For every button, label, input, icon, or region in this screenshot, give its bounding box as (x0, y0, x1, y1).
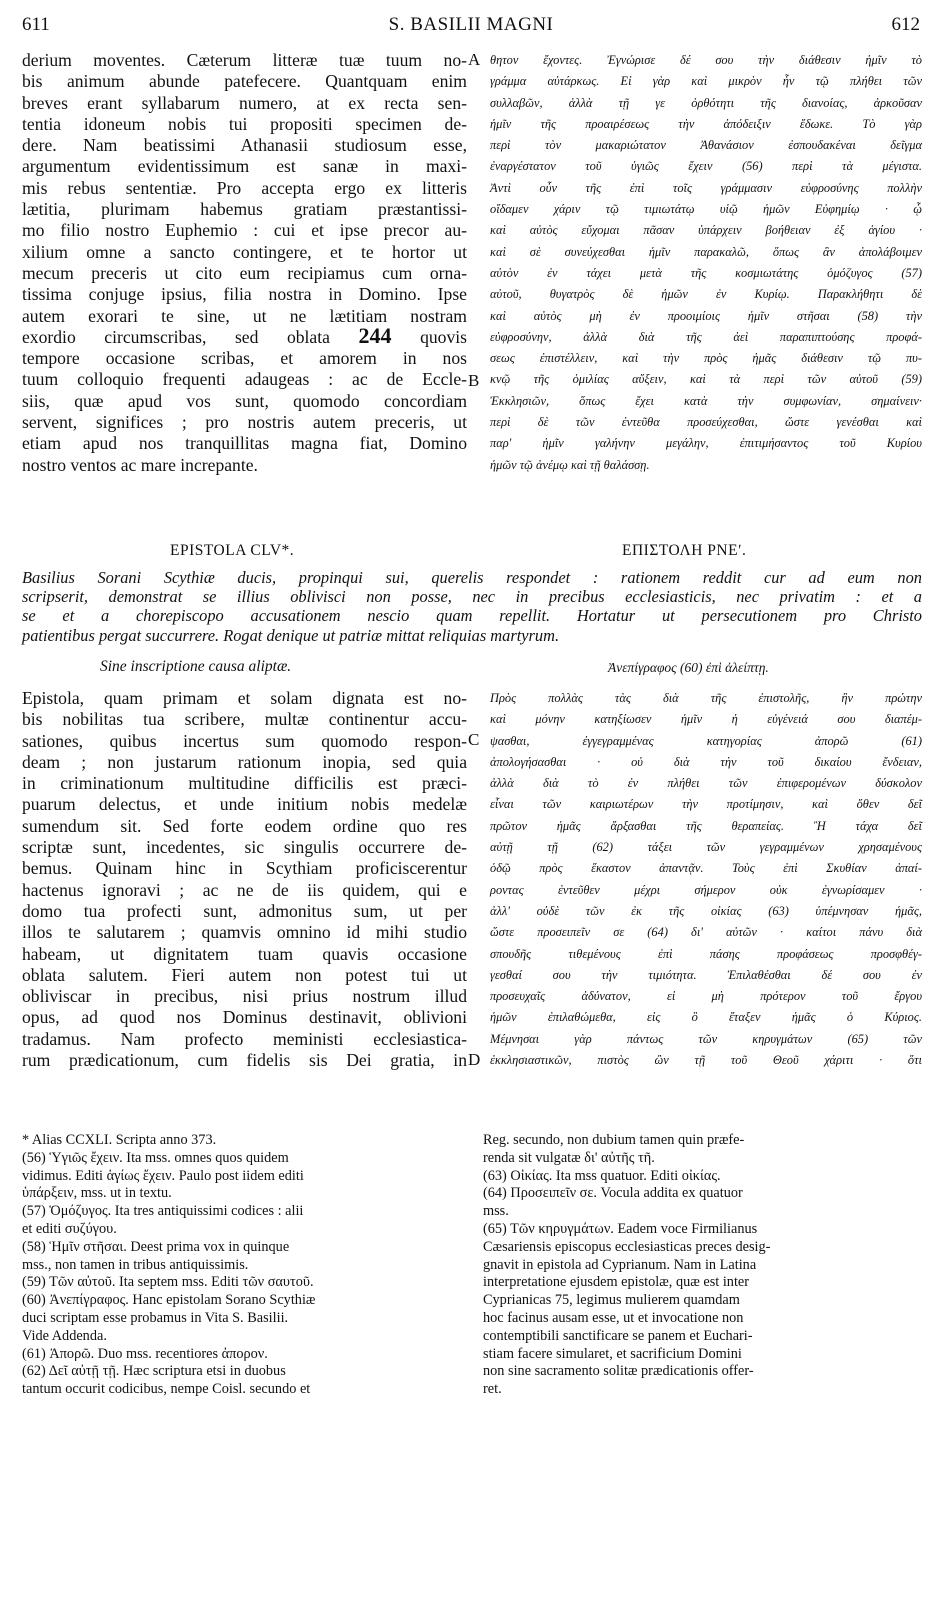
latin-continuation-line: tissima conjuge ipsius, filia nostra in Domino. Ipse (22, 284, 467, 305)
footnote-left-line: tantum occurit codicibus, nempe Coisl. secundo et (22, 1381, 311, 1398)
footnote-left-line: duci scriptam esse probamus in Vita S. Basilii. (22, 1309, 289, 1326)
latin-continuation-line: etiam apud nos tranquillitas magna fiat, Domino (22, 433, 467, 454)
summary-line: patientibus pergat succurrere. Rogat denique ut patriæ mittat reliquias martyrum. (22, 625, 560, 645)
footnote-left-line: (62) Δεῖ αὐτῇ τῇ. Hæc scriptura etsi in duobus (22, 1363, 286, 1380)
margin-marker-b: B (468, 371, 480, 390)
greek-main-line: ἀλλὰ διὰ τὸ ἐν πλήθει τῶν ἐπιφερομένων δύσκολον (490, 776, 922, 791)
footnotes-right (483, 1132, 921, 1399)
greek-continuation-line: σεως ἐπιστέλλειν, καὶ τὴν πρὸς ἡμᾶς διάθεσιν τῷ πυ- (490, 351, 922, 366)
subtitle-greek: Ἀνεπίγραφος (60) ἐπὶ ἀλείπτῃ. (608, 660, 769, 675)
greek-continuation-line: Ἀντὶ οὖν τῆς ἐπὶ τοῖς γράμμασιν εὐφροσύνης πολλὴν (490, 180, 922, 195)
subtitle-latin: Sine inscriptione causa aliptæ. (100, 658, 292, 675)
greek-main-line: ὁδῷ πρὸς ἕκαστον ἀπαντᾷν. Τοὺς ἐπὶ Σκυθίαν ἀπαί- (490, 861, 922, 876)
footnote-right-line: (63) Οἰκίας. Ita mss quatuor. Editi οἰκίας. (483, 1167, 721, 1184)
column-number: 244 (358, 322, 392, 348)
epistola-title-greek: ΕΠΙΣΤΟΛΗ ΡΝΕʹ. (622, 542, 747, 559)
latin-continuation-line: nostro ventos ac mare increpante. (22, 454, 258, 475)
greek-continuation-line: οἴδαμεν χάριν τῷ τιμιωτάτῳ υἱῷ ἡμῶν Εὐφημίῳ · ᾧ (490, 202, 922, 217)
latin-main-line: sationes, quibus incertus sum quomodo respon- (22, 730, 467, 751)
greek-main-text (490, 688, 922, 1071)
footnote-right-line: Cyprianicas 75, legimus mulierem quamdam (483, 1292, 740, 1309)
greek-continuation-line: εὐφροσύνην, ἀλλὰ διὰ τῆς ἀεὶ παραπιπτούσης προφά- (490, 329, 922, 344)
footnote-right-line: gnavit in epistola ad Cyprianum. Nam in Latina (483, 1256, 757, 1273)
greek-main-line: ἐκκλησιαστικῶν, πιστὸς ὢν τῇ τοῦ Θεοῦ χάριτι · ὅτι (490, 1053, 922, 1068)
greek-continuation-line: καὶ αὐτὸς εὔχομαι πᾶσαν ὑπάρχειν βοήθειαν ἐξ ἁγίου · (490, 223, 922, 238)
greek-main-line: ἀλλ' οὐδὲ τῶν ἐκ τῆς οἰκίας (63) ὑπέμνησαν ἡμᾶς, (490, 903, 922, 918)
greek-main-line: προσευχαῖς ἀδύνατον, εἰ μὴ πρότερον τοῦ ἔργου (490, 989, 922, 1004)
latin-main-line: habeam, ut dignitatem tuam quavis occasione (22, 943, 467, 964)
latin-continuation-line: tentia idoneum nobis tui propositi specimen de- (22, 113, 467, 134)
latin-main-line: bemus. Quinam hinc in Scythiam proficiscerentur (22, 858, 467, 879)
greek-main-line: ψασθαι, ἐγγεγραμμένας κατηγορίας ἀπορῶ (61) (490, 733, 922, 748)
latin-continuation-line: derium moventes. Cæterum litteræ tuæ tuum no- (22, 50, 467, 70)
latin-continuation-line: breves erant syllabarum numero, at ex recta sen- (22, 92, 467, 113)
greek-main-line: ἀπολογήσασθαι · οὐ διὰ τὴν τοῦ δικαίου ἔνδειαν, (490, 754, 922, 769)
footnote-right-line: hoc facinus ausam esse, ut et invocatione non (483, 1309, 744, 1326)
footnote-right-line: (64) Προσειπεῖν σε. Vocula addita ex quatuor (483, 1185, 743, 1202)
page-number-left: 611 (22, 14, 50, 35)
latin-main-line: illos te salutarem ; quamvis omnino id mihi studio (22, 922, 467, 943)
latin-main-line: hactenus ignoravi ; ac ne de iis quidem, qui e (22, 879, 467, 900)
latin-continuation-line: autem exorari te sine, ut ne lætitiam nostram (22, 305, 467, 326)
latin-continuation-line: lætitia, plurimam habemus gratiam præstantissi- (22, 199, 467, 220)
latin-main-line: opus, ad quod nos Dominus destinavit, oblivioni (22, 1007, 467, 1028)
latin-continuation-line-tail: quovis (420, 326, 468, 347)
greek-continuation-line: Ἐκκλησιῶν, ὅπως ἔχει κατὰ τὴν συμφωνίαν, σημαίνειν· (490, 393, 922, 408)
footnote-left-line: * Alias CCXLI. Scripta anno 373. (22, 1132, 217, 1148)
greek-continuation-line: γράμμα αὐτάρκως. Εἰ γὰρ καὶ μικρὸν ἦν τῷ πλήθει τῶν (490, 74, 922, 89)
greek-continuation-line: ἡμῶν τῷ ἀνέμῳ καὶ τῇ θαλάσσῃ. (490, 457, 650, 472)
greek-continuation-line: περὶ τὸν μακαριώτατον Ἀθανάσιον ἐσπουδακέναι δεῖγμα (490, 138, 922, 153)
latin-main-line: oblata salutem. Fieri autem non potest tui ut (22, 964, 467, 985)
footnote-right-line: Cæsariensis episcopus ecclesiasticas preces desig- (483, 1238, 771, 1255)
greek-continuation (490, 50, 922, 476)
latin-main-line: tradamus. Nam profecto meministi ecclesiastica- (22, 1028, 467, 1049)
greek-main-line: εἶναι τῶν καιριωτέρων τὴν προτίμησιν, καὶ ὅθεν δεῖ (490, 797, 922, 812)
footnote-right-line: non sine sacramento solitæ prædicationis offer- (483, 1363, 754, 1380)
greek-continuation-line: θητον ἔχοντες. Ἐγνώρισε δέ σου τὴν διάθεσιν ἡμῖν τὸ (490, 53, 922, 67)
epistola-summary (22, 568, 922, 645)
latin-main-line: deam ; non justarum rationum inopia, sed quia (22, 751, 467, 772)
latin-continuation-line: argumentum evidentissimum est sanæ in maxi- (22, 156, 467, 177)
greek-continuation-line: καὶ σὲ συνεύχεσθαι ἡμῖν παρακαλῶ, ὅπως ἂν ἀπολάβοιμεν (490, 244, 922, 259)
greek-main-line: αὐτῇ τῇ (62) τάξει τῶν γεγραμμένων χρησαμένους (490, 840, 922, 855)
greek-continuation-line: περὶ δὲ τῶν ἐντεῦθα προσεύχεσθαι, ὥστε γενέσθαι καὶ (490, 415, 922, 430)
latin-main-line: sumendum sit. Sed forte eodem ordine quo res (22, 815, 467, 836)
footnote-left-line: (58) Ἡμῖν στῆσαι. Deest prima vox in quinque (22, 1238, 290, 1255)
greek-main-line: γεσθαί σου τὴν τιμιότητα. Ἐπιλαθέσθαι δέ σου ἐν (490, 967, 922, 982)
latin-continuation-line: bis animum abunde patefecere. Quantquam enim (22, 71, 467, 92)
greek-main-line: καὶ μόνην κατηξίωσεν ἡμῖν ἡ εὐγένειά σου διαπέμ- (490, 712, 922, 727)
footnote-left-line: vidimus. Editi ἁγίως ἔχειν. Paulo post iidem editi (22, 1167, 304, 1184)
latin-continuation (22, 50, 467, 476)
greek-main-line: Μέμνησαι γὰρ πάντως τῶν κηρυγμάτων (65) τῶν (490, 1031, 922, 1046)
footnote-left-line: (57) Ὁμόζυγος. Ita tres antiquissimi codices : alii (22, 1203, 304, 1220)
latin-continuation-line: mo filio nostro Euphemio : cui et ipse precor au- (22, 220, 467, 241)
latin-main-line: puarum delectus, et unde initium nobis medelæ (22, 794, 467, 815)
footnote-left-line: (60) Ἀνεπίγραφος. Hanc epistolam Sorano Scythiæ (22, 1292, 316, 1309)
latin-main-text (22, 688, 467, 1071)
latin-continuation-line-text: exordio circumscribas, sed oblata (22, 326, 330, 347)
greek-continuation-line: παρ' ἡμῖν γαλήνην μεγάλην, ἐπιτιμήσαντος τοῦ Κυρίου (490, 436, 922, 451)
footnote-right-line: interpretatione ejusdem epistolæ, quæ est inter (483, 1274, 750, 1291)
latin-continuation-line: mis rebus sententiæ. Pro accepta ergo ex litteris (22, 177, 467, 198)
greek-continuation-line: συλλαβῶν, ἀλλὰ τῇ γε ὀρθότητι τῆς διανοίας, ἀρκοῦσαν (490, 95, 922, 110)
footnote-left-line: Vide Addenda. (22, 1327, 107, 1344)
latin-main-line: domo tua profecti sunt, admonitus sum, ut per (22, 900, 467, 921)
footnote-right-line: mss. (483, 1203, 509, 1220)
footnote-right-line: ret. (483, 1381, 502, 1398)
latin-main-line: in criminationum multitudine difficilis est præci- (22, 773, 467, 794)
footnote-left-line: (59) Τῶν αὐτοῦ. Ita septem mss. Editi τῶν σαυτοῦ. (22, 1274, 314, 1291)
latin-main-line: bis nobilitas tua scribere, multæ continentur accu- (22, 709, 467, 730)
summary-line: se et a chorepiscopo accusationem nescio quam repellit. Hortatur ut persecutionem pro Christo (22, 606, 922, 626)
greek-continuation-line: ἐναργέστατον τοῦ ὑγιῶς ἔχειν (56) περὶ τὰ μέγιστα. (490, 159, 922, 174)
footnote-right-line: (65) Τῶν κηρυγμάτων. Eadem voce Firmilianus (483, 1220, 758, 1237)
greek-continuation-line: αὐτὸν ἐν τάχει μετὰ τῆς κοσμιωτάτης ὁμόζυγος (57) (490, 265, 922, 280)
latin-main-line: obliviscar in precibus, nisi prius nostrum illud (22, 986, 467, 1007)
latin-continuation-line: tempore occasione scribas, et amorem in nos (22, 348, 467, 369)
footnote-left-line: ὑπάρξειν, mss. ut in textu. (22, 1185, 172, 1202)
greek-continuation-line: ἡμῖν τῆς προαιρέσεως τὴν ἀπόδειξιν ἔδωκε. Τὸ γὰρ (490, 116, 922, 131)
latin-main-line: rum prædicationum, cum fidelis sis Dei gratia, in (22, 1050, 467, 1071)
footnote-right-line: stiam facere simularet, et sacrificium Domini (483, 1345, 742, 1362)
running-header (22, 14, 920, 40)
latin-continuation-line: tuum colloquio frequenti adaugeas : ac de Eccle- (22, 369, 467, 390)
footnote-left-line: mss., non tamen in tribus antiquissimis. (22, 1256, 249, 1273)
footnote-left-line: (56) Ὑγιῶς ἔχειν. Ita mss. omnes quos quidem (22, 1149, 289, 1166)
margin-marker-a: A (468, 50, 481, 69)
latin-continuation-line: dere. Nam beatissimi Athanasii studiosum esse, (22, 135, 467, 156)
summary-line: Basilius Sorani Scythiæ ducis, propinqui sui, querelis respondet : rationem reddit cur ad eum non (22, 568, 922, 587)
greek-main-line: Πρὸς πολλὰς τὰς διὰ τῆς ἐπιστολῆς, ἣν πρώτην (490, 691, 922, 705)
margin-marker-d: D (468, 1050, 481, 1069)
summary-line: scripserit, demonstrat se illius oblivisci non posse, nec in precibus ecclesiasticis, nec privatim : et a (22, 587, 922, 607)
footnote-right-line: renda sit vulgatæ δι' αὐτῆς τῆ. (483, 1149, 655, 1166)
greek-main-line: ὥστε προσειπεῖν σε (64) δι' αὐτῶν · καίτοι πάνυ διὰ (490, 925, 922, 940)
greek-continuation-line: καὶ αὐτὸς μὴ ἐν προοιμίοις ἡμῖν στῆσαι (58) τὴν (490, 308, 922, 323)
latin-continuation-line (22, 322, 468, 348)
latin-main-line: Epistola, quam primam et solam dignata est no- (22, 688, 467, 708)
greek-continuation-line: κνῷ τῆς ὁμιλίας αὔξειν, καὶ τὰ περὶ τῶν αὐτοῦ (59) (490, 372, 922, 387)
latin-main-line: scriptæ sunt, incedentes, sic singulis occurrere de- (22, 837, 467, 858)
latin-continuation-line: servent, significes ; pro nostris autem preceris, ut (22, 412, 467, 433)
greek-main-line: ροντας ἐντεῦθεν μέχρι σήμερον οὐκ ἐγνωρίσαμεν · (490, 882, 922, 897)
greek-continuation-line: αὐτοῦ, θυγατρὸς δὲ ἡμῶν ἐν Κυρίῳ. Παρακλήθητι δὲ (490, 287, 922, 302)
greek-main-line: πρῶτον ἡμᾶς ἄρξασθαι τῆς θεραπείας. Ἢ τάχα δεῖ (490, 818, 922, 833)
latin-continuation-line: xilium omne a sancto contingere, et te hortor ut (22, 241, 467, 262)
latin-continuation-line: mecum preceris ut cito eum recipiamus cum orna- (22, 262, 467, 283)
latin-continuation-line: siis, quæ apud vos sunt, quomodo concordiam (22, 390, 467, 411)
epistola-title-latin: EPISTOLA CLV*. (170, 542, 295, 559)
footnote-left-line: (61) Ἀπορῶ. Duo mss. recentiores ἀπορον. (22, 1345, 268, 1362)
greek-main-line: ἡμῶν ἐπιλαθώμεθα, εἰς ὃ ἔταξεν ἡμᾶς ὁ Κύριος. (490, 1010, 922, 1025)
margin-marker-c: C (468, 730, 480, 749)
footnote-left-line: et editi συζύγου. (22, 1220, 117, 1237)
footnote-right-line: contemptibili sanctificare se panem et Euchari- (483, 1327, 753, 1344)
footnotes-left (22, 1132, 467, 1399)
running-title: S. BASILII MAGNI (388, 14, 554, 35)
page-number-right: 612 (891, 14, 920, 35)
greek-main-line: σπουδῆς τιθεμένους ἐπὶ πάσης προφάσεως προσφθέγ- (490, 946, 922, 961)
footnote-right-line: Reg. secundo, non dubium tamen quin præfe- (483, 1132, 745, 1148)
